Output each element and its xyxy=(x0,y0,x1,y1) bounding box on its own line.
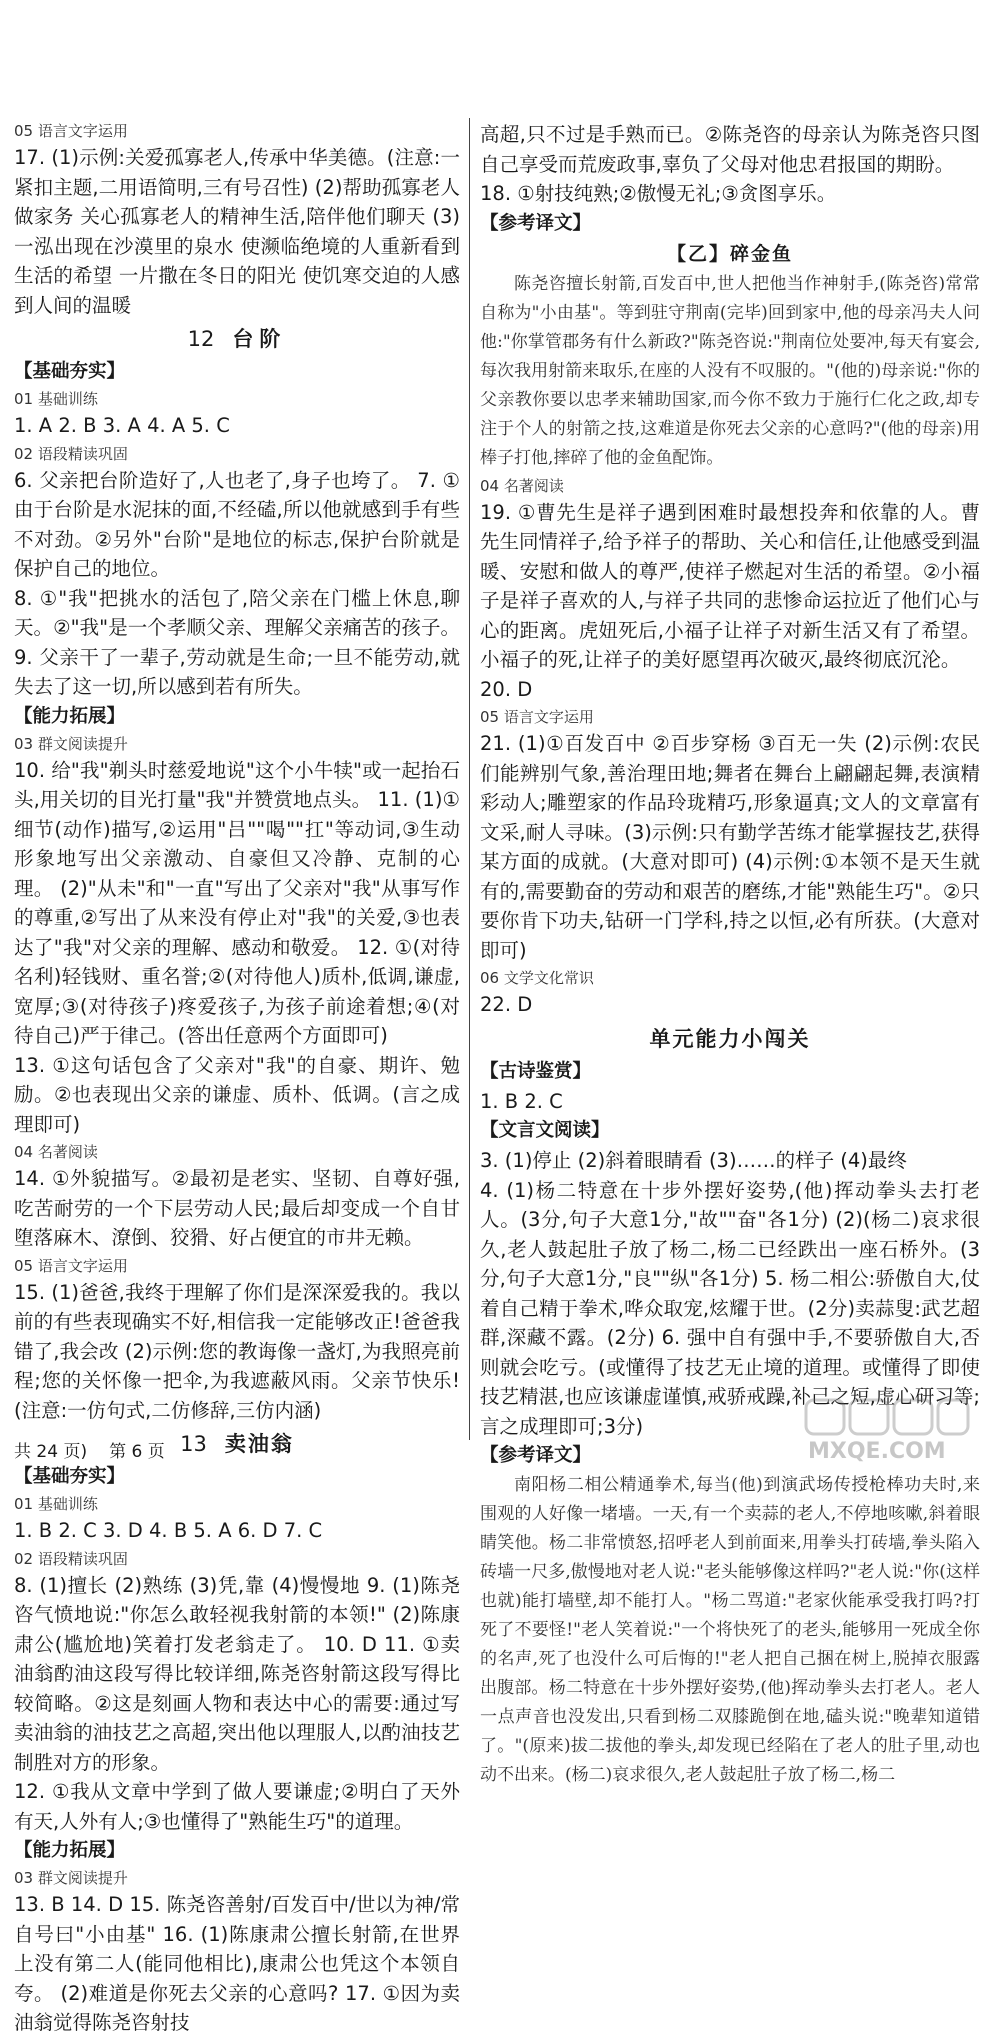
answer-21: 21. (1)①百发百中 ②百步穿杨 ③百无一失 (2)示例:农民们能辨别气象,善治理田地;舞者在舞台上翩翩起舞,表演精彩动人;雕塑家的作品玲珑精巧,形象逼真;文人的文章富有文采,耐人寻味。(3)示例:只有勤学苦练才能掌握技艺,获得某方面的成就。(大意对即可) (4)示例:①本领不是天生就有的,需要勤奋的劳动和艰苦的磨练,才能"熟能生巧"。②只要你肯下功夫,钻研一门学科,持之以恒,必有所获。(大意对即可) xyxy=(480,732,980,962)
section-header: 【文言文阅读】 xyxy=(480,1120,610,1141)
column-divider xyxy=(469,118,470,1440)
section-label: 03 群文阅读提升 xyxy=(14,734,128,753)
answer-14: 14. ①外貌描写。②最初是老实、坚韧、自尊好强,吃苦耐劳的一个下层劳动人民;最后却变成一个自甘堕落麻木、潦倒、狡猾、好占便宜的市井无赖。 xyxy=(14,1167,460,1249)
answer-6-7: 6. 父亲把台阶造好了,人也老了,身子也垮了。 7. ①由于台阶是水泥抹的面,不经磕,所以他就感到手有些不对劲。②另外"台阶"是地位的标志,保护台阶就是保护自己的地位。 xyxy=(14,468,460,580)
section-label: 02 语段精读巩固 xyxy=(14,444,128,463)
translation-text: 陈尧咨擅长射箭,百发百中,世人把他当作神射手,(陈尧咨)常常自称为"小由基"。等到驻守荆南(完毕)回到家中,他的母亲冯夫人问他:"你掌管郡务有什么新政?"陈尧咨说:"荆南位处要冲,每天有宴会,每次我用射箭来取乐,在座的人没有不叹服的。"(他的)母亲说:"你的父亲教你要以忠孝来辅助国家,而今你不致力于施行仁化之政,却专注于个人的射箭之技,这难道是你死去父亲的心意吗?"(他的母亲)用棒子打他,摔碎了他的金鱼配饰。 xyxy=(480,273,980,468)
answer-1-5: 1. A 2. B 3. A 4. A 5. C xyxy=(14,414,230,437)
answer-20: 20. D xyxy=(480,677,533,701)
section-label: 04 名著阅读 xyxy=(480,476,564,495)
translation-text: 南阳杨二相公精通拳术,每当(他)到演武场传授枪棒功夫时,来围观的人好像一堵墙。一天,有一个卖蒜的老人,不停地咳嗽,斜着眼睛笑他。杨二非常愤怒,招呼老人到前面来,用拳头打砖墙,拳头陷入砖墙一尺多,傲慢地对老人说:"老头能够像这样吗?"老人说:"你(这样也就)能打墙壁,却不能打人。"杨二骂道:"老家伙能承受我打吗?打死了不要怪!"老人笑着说:"一个将快死了的老头,能够用一死成全你的名声,死了也没什么可后悔的!"老人把自己捆在树上,脱掉衣服露出腹部。杨二特意在十步外摆好姿势,(他)挥动拳头去打老人。老人一点声音也没发出,只看到杨二双膝跪倒在地,磕头说:"晚辈知道错了。"(原来)拔二拔他的拳头,却发现已经陷在了老人的肚子里,动也动不出来。(杨二)哀求很久,老人鼓起肚子放了杨二,杨二 xyxy=(480,1475,980,1785)
section-label: 01 基础训练 xyxy=(14,1495,98,1513)
section-label: 05 语言文字运用 xyxy=(14,122,128,140)
right-column xyxy=(480,120,980,1790)
section-header: 【参考译文】 xyxy=(480,212,592,234)
section-header: 【能力拓展】 xyxy=(14,705,126,727)
answer-4-6: 4. (1)杨二特意在十步外摆好姿势,(他)挥动拳头去打老人。(3分,句子大意1分,"故""奋"各1分) (2)(杨二)哀求很久,老人鼓起肚子放了杨二,杨二已经跌出一座石桥外。(3分,句子大意1分,"良""纵"各1分) 5. 杨二相公:骄傲自大,仗着自己精于拳术,哗众取宠,炫耀于世。(2分)卖蒜叟:武艺超群,深藏不露。(2分) 6. 强中自有强中手,不要骄傲自大,否则就会吃亏。(或懂得了技艺无止境的道理。或懂得了即使技艺精湛,也应该谦虚谨慎,戒骄戒躁,补己之短,虚心研习等;言之成理即可;3分) xyxy=(480,1178,980,1438)
answer-8-11: 8. (1)擅长 (2)熟练 (3)凭,靠 (4)慢慢地 9. (1)陈尧咨气愤地说:"你怎么敢轻视我射箭的本领!" (2)陈康肃公(尴尬地)笑着打发老翁走了。 10. D 11. ①卖油翁酌油这段写得比较详细,陈尧咨射箭这段写得比较简略。②这是刻画人物和表达中心的需要:通过写卖油翁的油技艺之高超,突出他以理服人,以酌油技艺制胜对方的形象。 xyxy=(14,1573,460,1774)
lesson-number: 12 xyxy=(187,327,215,351)
section-header: 【参考译文】 xyxy=(480,1445,592,1466)
answer-8-9: 8. ①"我"把挑水的活包了,陪父亲在门槛上休息,聊天。②"我"是一个孝顺父亲、理解父亲痛苦的孩子。 9. 父亲干了一辈子,劳动就是生命;一旦不能劳动,就失去了这一切,所以感到若有所失。 xyxy=(14,586,460,698)
answer-22: 22. D xyxy=(480,993,533,1016)
answer-17: 17. (1)示例:关爱孤寡老人,传承中华美德。(注意:一紧扣主题,二用语简明,三有号召性) (2)帮助孤寡老人做家务 关心孤寡老人的精神生活,陪伴他们聊天 (3)一泓出现在沙漠里的泉水 使濒临绝境的人重新看到生活的希望 一片撒在冬日的阳光 使饥寒交迫的人感到人间的温暖 xyxy=(14,146,460,317)
lesson-number: 13 xyxy=(180,1432,207,1456)
section-label: 06 文学文化常识 xyxy=(480,969,594,987)
answer-17-continued: 高超,只不过是手熟而已。②陈尧咨的母亲认为陈尧咨只图自己享受而荒废政事,辜负了父母对他忠君报国的期盼。 xyxy=(480,123,980,176)
section-label: 05 语言文字运用 xyxy=(480,708,594,726)
lesson-title: 卖油翁 xyxy=(224,1432,294,1456)
answer-12: 12. ①我从文章中学到了做人要谦虚;②明白了天外有天,人外有人;③也懂得了"熟能生巧"的道理。 xyxy=(14,1780,460,1833)
answer-1-7: 1. B 2. C 3. D 4. B 5. A 6. D 7. C xyxy=(14,1519,323,1542)
section-label: 02 语段精读巩固 xyxy=(14,1549,128,1568)
section-header: 【能力拓展】 xyxy=(14,1840,126,1861)
answer-19: 19. ①曹先生是祥子遇到困难时最想投奔和依靠的人。曹先生同情祥子,给予祥子的帮助、关心和信任,让他感受到温暖、安慰和做人的尊严,使祥子燃起对生活的希望。②小福子是祥子喜欢的人,与祥子共同的悲惨命运拉近了他们心与心的距离。虎妞死后,小福子让祥子对新生活又有了希望。小福子的死,让祥子的美好愿望再次破灭,最终彻底沉沦。 xyxy=(480,500,980,671)
answer-13: 13. ①这句话包含了父亲对"我"的自豪、期许、勉励。②也表现出父亲的谦虚、质朴、低调。(言之成理即可) xyxy=(14,1053,460,1136)
section-header: 【古诗鉴赏】 xyxy=(480,1060,592,1082)
section-label: 04 名著阅读 xyxy=(14,1143,98,1161)
watermark-logo xyxy=(802,1396,972,1462)
lesson-12-heading xyxy=(14,322,460,356)
page-number: 第 6 页 xyxy=(109,1442,165,1462)
left-column xyxy=(14,118,460,2038)
answer-3: 3. (1)停止 (2)斜着眼睛看 (3)……的样子 (4)最终 xyxy=(480,1149,907,1172)
section-header: 【基础夯实】 xyxy=(14,361,126,382)
total-pages: 共 24 页) xyxy=(14,1442,88,1462)
answer-15: 15. (1)爸爸,我终于理解了你们是深深爱我的。我以前的有些表现确实不好,相信我一定能够改正!爸爸我错了,我会改 (2)示例:您的教诲像一盏灯,为我照亮前程;您的关怀像一把伞,为我遮蔽风雨。父亲节快乐!(注意:一仿句式,二仿修辞,三仿内涵) xyxy=(14,1280,460,1422)
answer-13-17: 13. B 14. D 15. 陈尧咨善射/百发百中/世以为神/常自号曰"小由基" 16. (1)陈康肃公擅长射箭,在世界上没有第二人(能同他相比),康肃公也凭这个本领自夸。 (2)难道是你死去父亲的心意吗? 17. ①因为卖油翁觉得陈尧咨射技 xyxy=(14,1893,460,2034)
lesson-title: 台阶 xyxy=(232,327,287,351)
unit-test-heading: 单元能力小闯关 xyxy=(649,1026,811,1051)
answer-1-2: 1. B 2. C xyxy=(480,1089,563,1113)
section-label: 03 群文阅读提升 xyxy=(14,1869,128,1887)
answer-10-12: 10. 给"我"剃头时慈爱地说"这个小牛犊"或一起抬石头,用关切的目光打量"我"并赞赏地点头。 11. (1)①细节(动作)描写,②运用"吕""喝""扛"等动词,③生动形象地写出父亲激动、自豪但又冷静、克制的心理。 (2)"从未"和"一直"写出了父亲对"我"从事写作的尊重,②写出了从来没有停止对"我"的关爱,③也表达了"我"对父亲的理解、感动和敬爱。 12. ①(对待名利)轻钱财、重名誉;②(对待他人)质朴,低调,谦虚,宽厚;③(对待孩子)疼爱孩子,为孩子前途着想;④(对待自己)严于律己。(答出任意两个方面即可) xyxy=(14,758,460,1047)
section-label: 01 基础训练 xyxy=(14,390,98,408)
answer-18: 18. ①射技纯熟;②傲慢无礼;③贪图享乐。 xyxy=(480,182,837,205)
section-label: 05 语言文字运用 xyxy=(14,1256,128,1275)
page-footer xyxy=(14,1440,187,1464)
section-header: 【基础夯实】 xyxy=(14,1466,126,1487)
watermark-text: MXQE.COM xyxy=(808,1439,946,1462)
translation-title: 【乙】碎金鱼 xyxy=(666,242,793,265)
